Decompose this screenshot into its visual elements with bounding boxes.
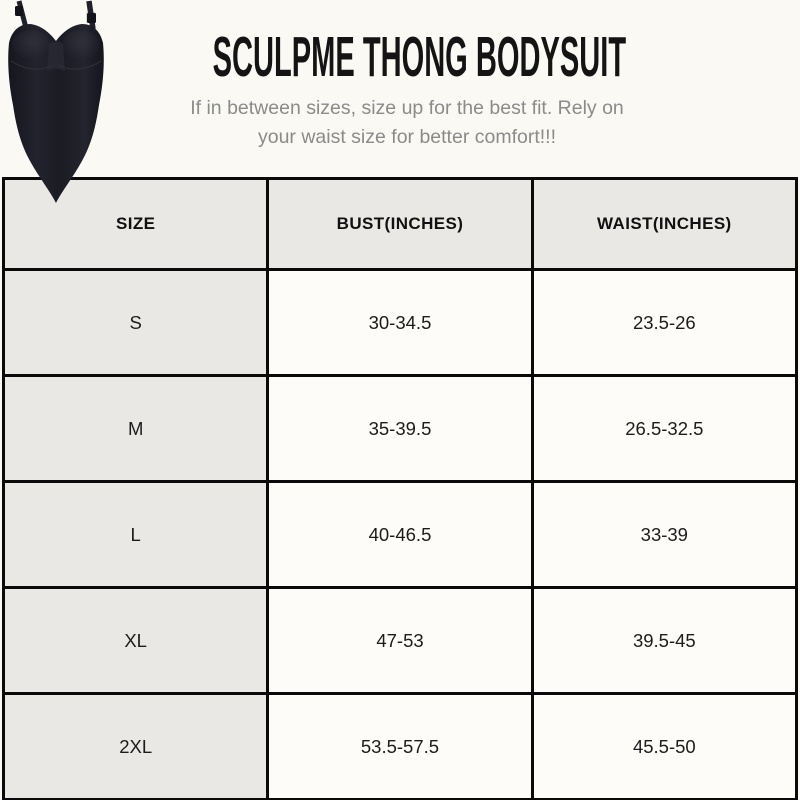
strap-adjuster-left bbox=[15, 6, 23, 16]
size-cell: 2XL bbox=[4, 694, 268, 800]
table-row-s bbox=[4, 270, 797, 376]
bust-cell: 53.5-57.5 bbox=[268, 694, 532, 800]
bust-cell: 35-39.5 bbox=[268, 376, 532, 482]
subtitle-line-2: your waist size for better comfort!!! bbox=[257, 126, 556, 148]
strap-adjuster-right bbox=[87, 13, 96, 23]
product-image-bodysuit bbox=[0, 0, 190, 212]
waist-cell: 23.5-26 bbox=[532, 270, 796, 376]
column-header-bust: BUST(INCHES) bbox=[268, 179, 532, 270]
bust-cell: 40-46.5 bbox=[268, 482, 532, 588]
size-cell: M bbox=[4, 376, 268, 482]
column-header-waist: WAIST(INCHES) bbox=[532, 179, 796, 270]
waist-cell: 45.5-50 bbox=[532, 694, 796, 800]
table-row-xl bbox=[4, 588, 797, 694]
subtitle-line-1: If in between sizes, size up for the best fit. Rely on bbox=[190, 97, 624, 119]
cup-highlight-right bbox=[62, 30, 100, 60]
table-row-m bbox=[4, 376, 797, 482]
cup-highlight-left bbox=[12, 30, 50, 60]
size-cell: XL bbox=[4, 588, 268, 694]
bust-cell: 30-34.5 bbox=[268, 270, 532, 376]
bust-cell: 47-53 bbox=[268, 588, 532, 694]
waist-cell: 26.5-32.5 bbox=[532, 376, 796, 482]
waist-cell: 33-39 bbox=[532, 482, 796, 588]
table-row-2xl bbox=[4, 694, 797, 800]
table-row-l bbox=[4, 482, 797, 588]
size-cell: S bbox=[4, 270, 268, 376]
column-header-size: SIZE bbox=[4, 179, 268, 270]
page-title-text: SCULPME THONG BODYSUIT bbox=[212, 25, 627, 89]
size-chart-table bbox=[2, 177, 798, 800]
waist-cell: 39.5-45 bbox=[532, 588, 796, 694]
size-cell: L bbox=[4, 482, 268, 588]
